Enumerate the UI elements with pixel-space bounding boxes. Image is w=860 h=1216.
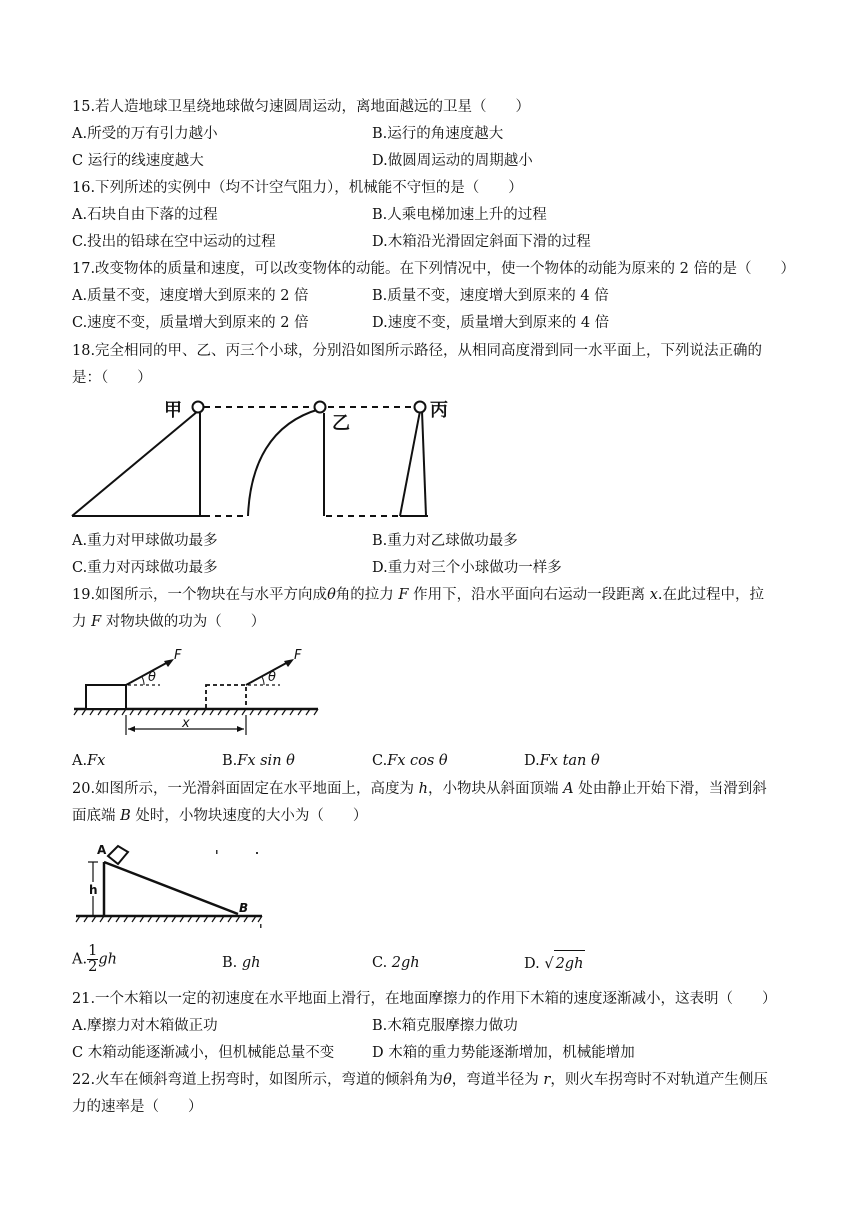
q21-option-b: B.木箱克服摩擦力做功 <box>372 1018 518 1034</box>
q19-x-arrowhead-left <box>128 726 135 732</box>
q21-option-d: D 木箱的重力势能逐渐增加，机械能增加 <box>372 1045 635 1061</box>
q20-speck-2 <box>256 852 258 854</box>
q19-stem-line1: 19.如图所示，一个物块在与水平方向成θ角的拉力 F 作用下，沿水平面向右运动一段距离 x.在此过程中，拉 <box>72 587 764 603</box>
q18-option-a: A.重力对甲球做功最多 <box>72 533 218 549</box>
q18-jia-ball <box>193 402 204 413</box>
q17-option-b: B.质量不变，速度增大到原来的 4 倍 <box>372 288 609 304</box>
q20-speck-1 <box>216 850 218 854</box>
q18-bing-label: 丙 <box>430 400 448 421</box>
q20-A-label: A <box>97 843 107 857</box>
q18-yi-label: 乙 <box>332 413 350 434</box>
q19-option-b: B.Fx sin θ <box>222 753 295 769</box>
q20-speck-3 <box>260 924 262 928</box>
q18-stem-line2: 是：（ ） <box>72 370 152 386</box>
q20-option-d-sqrt: 2gh <box>554 950 586 977</box>
q21-option-c: C 木箱动能逐渐减小，但机械能总量不变 <box>72 1045 335 1061</box>
q19-angle-arc-2 <box>262 677 264 685</box>
q17-option-d: D.速度不变，质量增大到原来的 4 倍 <box>372 315 610 331</box>
q18-bing-ball <box>415 402 426 413</box>
q19-force-arrow-1 <box>164 659 174 667</box>
q15-option-d: D.做圆周运动的周期越小 <box>372 153 533 169</box>
q20-option-d: D. √ 2gh <box>524 950 585 977</box>
q18-option-b: B.重力对乙球做功最多 <box>372 533 518 549</box>
q18-option-d: D.重力对三个小球做功一样多 <box>372 560 562 576</box>
q19-force-arrow-2 <box>284 659 294 667</box>
q20-block <box>108 846 128 864</box>
q18-yi-ball <box>315 402 326 413</box>
q19-stem-line2: 力 F 对物块做的功为（ ） <box>72 614 266 630</box>
q20-option-a: A. $\frac{1}{2}$ gh <box>72 943 117 975</box>
q18-bing-vertical <box>422 411 426 516</box>
q19-angle-arc-1 <box>142 677 144 685</box>
q18-bing-slope <box>400 411 420 516</box>
q20-figure <box>72 836 272 936</box>
q22-stem-line1: 22.火车在倾斜弯道上拐弯时，如图所示，弯道的倾斜角为θ，弯道半径为 r，则火车拐弯时不对轨道产生侧压 <box>72 1072 768 1088</box>
q19-theta-label-1: θ <box>148 670 156 685</box>
q15-option-c: C 运行的线速度越大 <box>72 153 204 169</box>
q22-stem-line2: 力的速率是（ ） <box>72 1099 203 1115</box>
q19-option-a: A.Fx <box>72 753 106 769</box>
q19-F-label-1: F <box>174 648 182 663</box>
q16-option-c: C.投出的铅球在空中运动的过程 <box>72 234 276 250</box>
q20-option-a-fraction: $\frac{1}{2}$ <box>88 943 98 975</box>
q20-option-b: B. gh <box>222 955 261 971</box>
q20-option-c: C. 2gh <box>372 955 420 971</box>
q19-x-arrowhead-right <box>237 726 244 732</box>
q18-yi-curve <box>248 409 320 516</box>
q19-F-label-2: F <box>294 648 302 663</box>
q20-h-label: h <box>89 883 98 897</box>
q19-x-label: x <box>182 716 190 731</box>
q16-stem: 16.下列所述的实例中（均不计空气阻力），机械能不守恒的是（ ） <box>72 180 523 196</box>
q18-stem-line1: 18.完全相同的甲、乙、丙三个小球，分别沿如图所示路径，从相同高度滑到同一水平面上，下列说法正确的 <box>72 343 763 359</box>
q21-option-a: A.摩擦力对木箱做正功 <box>72 1018 218 1034</box>
q16-option-a: A.石块自由下落的过程 <box>72 207 218 223</box>
q16-option-b: B.人乘电梯加速上升的过程 <box>372 207 547 223</box>
q18-figure <box>70 395 460 523</box>
q17-stem: 17.改变物体的质量和速度，可以改变物体的动能。在下列情况中，使一个物体的动能为原来的 2 倍的是（ ） <box>72 261 795 277</box>
q15-stem: 15.若人造地球卫星绕地球做匀速圆周运动，离地面越远的卫星（ ） <box>72 99 531 115</box>
q18-option-c: C.重力对丙球做功最多 <box>72 560 218 576</box>
q15-option-b: B.运行的角速度越大 <box>372 126 504 142</box>
q20-stem-line1: 20.如图所示，一光滑斜面固定在水平地面上，高度为 h，小物块从斜面顶端 A 处由静止开始下滑，当滑到斜 <box>72 781 767 797</box>
q18-jia-label: 甲 <box>164 400 182 421</box>
q18-jia-slope <box>72 411 198 516</box>
q15-option-a: A.所受的万有引力越小 <box>72 126 218 142</box>
q19-figure <box>72 645 322 740</box>
q19-option-c: C.Fx cos θ <box>372 753 448 769</box>
q17-option-c: C.速度不变，质量增大到原来的 2 倍 <box>72 315 309 331</box>
q19-theta-label-2: θ <box>268 670 276 685</box>
q17-option-a: A.质量不变，速度增大到原来的 2 倍 <box>72 288 309 304</box>
q20-incline-slope <box>104 862 238 914</box>
q20-B-label: B <box>239 901 249 915</box>
q19-block-start <box>86 685 126 709</box>
q21-stem: 21.一个木箱以一定的初速度在水平地面上滑行，在地面摩擦力的作用下木箱的速度逐渐减小，这表明（ ） <box>72 991 777 1007</box>
q20-stem-line2: 面底端 B 处时，小物块速度的大小为（ ） <box>72 808 368 824</box>
q16-option-d: D.木箱沿光滑固定斜面下滑的过程 <box>372 234 591 250</box>
q19-option-d: D.Fx tan θ <box>524 753 600 769</box>
q19-block-end <box>206 685 246 709</box>
